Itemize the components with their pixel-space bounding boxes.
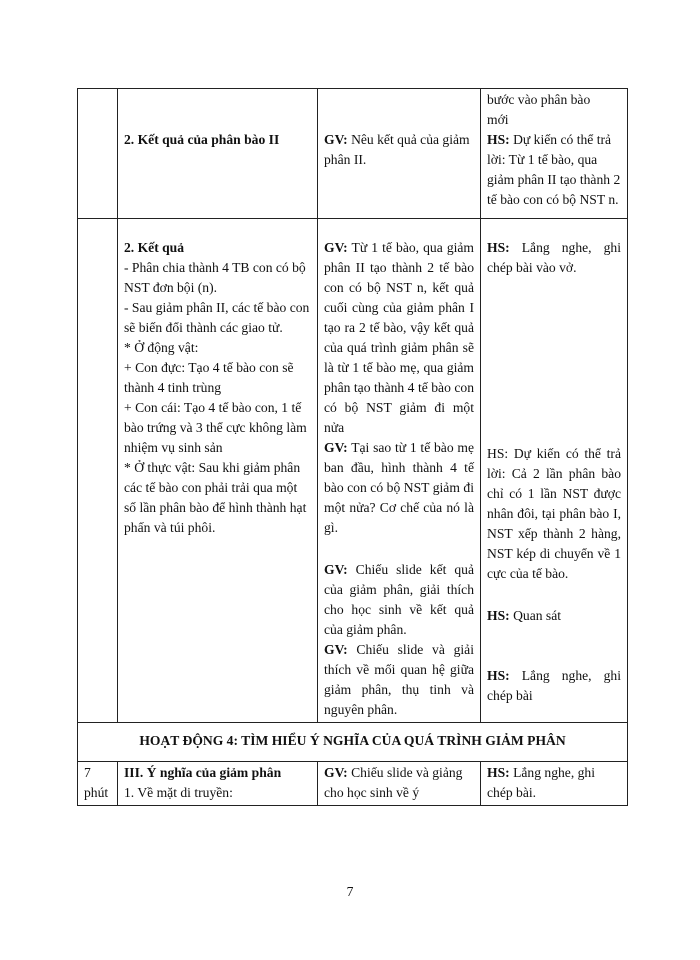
content-line: * Ở động vật: bbox=[124, 340, 199, 355]
gv-label: GV: bbox=[324, 240, 348, 255]
gv-label: GV: bbox=[324, 562, 348, 577]
hs-label: HS: bbox=[487, 240, 510, 255]
content-cell bbox=[118, 89, 318, 219]
table-row-phase2-result bbox=[78, 89, 628, 219]
content-line: + Con đực: Tạo 4 tế bào con sẽ thành 4 tinh trùng bbox=[124, 360, 294, 395]
hs-label: HS: bbox=[487, 608, 510, 623]
hs-text: Lắng nghe, ghi chép bài vào vở. bbox=[487, 240, 622, 275]
lesson-plan-table bbox=[77, 88, 628, 806]
hs-label: HS: bbox=[487, 668, 510, 683]
gv-text: Chiếu slide kết quả của giảm phân, giải thích cho học sinh về kết quả của giảm phân. bbox=[324, 562, 474, 637]
gv-label: GV: bbox=[324, 642, 348, 657]
content-cell bbox=[118, 219, 318, 723]
hs-text: Quan sát bbox=[513, 608, 562, 623]
gv-text: Từ 1 tế bào, qua giảm phân II tạo thành 2 tế bào con có bộ NST n, kết quả cuối cùng của giảm phân I tạo ra 2 tế bào, vậy kết quả của quá trình giảm phân sẽ là từ 1 tế bào mẹ, qua giảm phân tạo thành 4 tế bào con có bộ NST giảm đi một nửa bbox=[324, 240, 475, 435]
section-title-result: 2. Kết quả bbox=[124, 240, 185, 255]
hs-text: Lắng nghe, ghi chép bài bbox=[487, 668, 622, 703]
content-line: + Con cái: Tạo 4 tế bào con, 1 tế bào trứng và 3 thể cực không làm nhiệm vụ sinh sản bbox=[124, 400, 307, 455]
teacher-activity-cell bbox=[318, 219, 481, 723]
student-activity-cell bbox=[481, 89, 628, 219]
content-cell bbox=[118, 762, 318, 806]
hs-continued-line: mới bbox=[487, 112, 509, 127]
content-line: - Sau giảm phân II, các tế bào con sẽ biến đổi thành các giao tử. bbox=[124, 300, 310, 335]
table-row-activity-header bbox=[78, 723, 628, 762]
content-line: - Phân chia thành 4 TB con có bộ NST đơn bội (n). bbox=[124, 260, 306, 295]
gv-label: GV: bbox=[324, 132, 348, 147]
gv-text: Chiếu slide và giải thích về mối quan hệ giữa giảm phân, thụ tinh và nguyên phân. bbox=[324, 642, 474, 717]
gv-text: Chiếu slide và giảng cho học sinh về ý bbox=[324, 765, 463, 800]
content-line: * Ở thực vật: Sau khi giảm phân các tế bào con phải trải qua một số lần phân bào để hình thành hạt phấn và túi phôi. bbox=[124, 460, 307, 535]
table-row-meaning bbox=[78, 762, 628, 806]
section-title-phase2-result: 2. Kết quả của phân bào II bbox=[124, 132, 280, 147]
table-row-result bbox=[78, 219, 628, 723]
gv-text: Nêu kết quả của giảm phân II. bbox=[324, 132, 470, 167]
activity-header: HOẠT ĐỘNG 4: TÌM HIỂU Ý NGHĨA CỦA QUÁ TRÌNH GIẢM PHÂN bbox=[78, 723, 628, 762]
content-line: 1. Về mặt di truyền: bbox=[124, 785, 233, 800]
time-cell bbox=[78, 89, 118, 219]
time-cell: 7 phút bbox=[78, 762, 118, 806]
gv-label: GV: bbox=[324, 765, 348, 780]
hs-text: Dự kiến có thể trả lời: Cả 2 lần phân bào chỉ có 1 lần NST được nhân đôi, tại phân bào I, NST xếp thành 2 hàng, NST kép di chuyển về 1 cực của tế bào. bbox=[487, 446, 621, 581]
hs-label: HS: bbox=[487, 765, 510, 780]
teacher-activity-cell bbox=[318, 762, 481, 806]
gv-label: GV: bbox=[324, 440, 348, 455]
student-activity-cell bbox=[481, 219, 628, 723]
page-number: 7 bbox=[346, 884, 354, 899]
section-title-meaning: III. Ý nghĩa của giảm phân bbox=[124, 765, 282, 780]
hs-text: Lắng nghe, ghi chép bài. bbox=[487, 765, 595, 800]
teacher-activity-cell bbox=[318, 89, 481, 219]
hs-continued-line: bước vào phân bào bbox=[487, 92, 591, 107]
student-activity-cell bbox=[481, 762, 628, 806]
hs-text: Dự kiến có thể trả lời: Từ 1 tế bào, qua giảm phân II tạo thành 2 tế bào con có bộ NST n. bbox=[487, 132, 621, 207]
time-cell bbox=[78, 219, 118, 723]
hs-label: HS: bbox=[487, 446, 509, 461]
hs-label: HS: bbox=[487, 132, 510, 147]
gv-text: Tại sao từ 1 tế bào mẹ ban đầu, hình thành 4 tế bào con có bộ NST giảm đi một nửa? Cơ chế của nó là gì. bbox=[324, 440, 474, 535]
